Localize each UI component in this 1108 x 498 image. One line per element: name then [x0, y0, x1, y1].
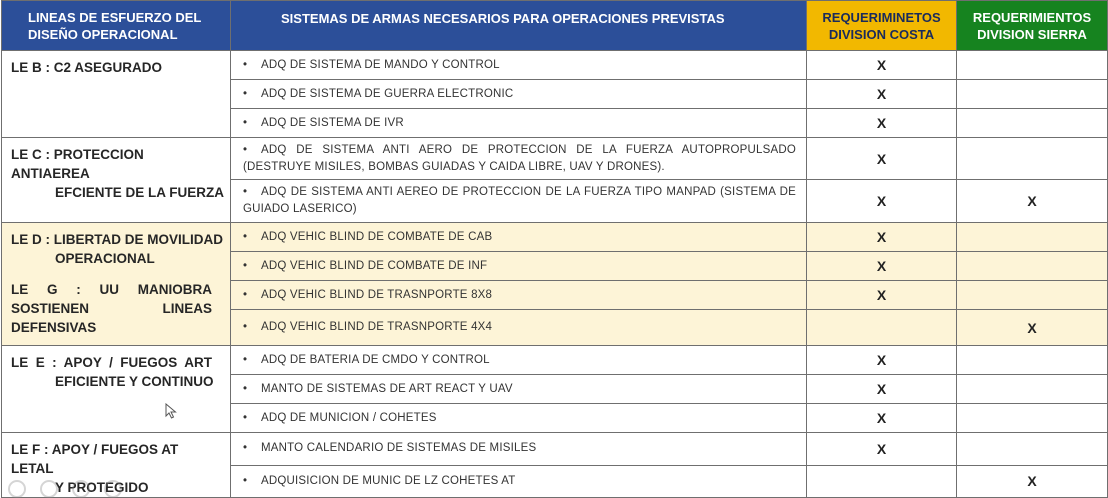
costa-mark: X	[807, 404, 957, 433]
system-cell: • MANTO DE SISTEMAS DE ART REACT Y UAV	[231, 375, 807, 404]
system-cell: • ADQ DE BATERIA DE CMDO Y CONTROL	[231, 346, 807, 375]
zoom-icon[interactable]	[40, 480, 58, 498]
sierra-mark	[957, 281, 1108, 310]
sierra-mark	[957, 223, 1108, 252]
costa-mark: X	[807, 375, 957, 404]
play-icon[interactable]	[8, 480, 26, 498]
table-row	[2, 223, 1108, 252]
sierra-mark: X	[957, 310, 1108, 346]
system-cell: • ADQ DE SISTEMA DE MANDO Y CONTROL	[231, 51, 807, 80]
system-cell: • ADQ VEHIC BLIND DE TRASNPORTE 4X4	[231, 310, 807, 346]
costa-mark: X	[807, 138, 957, 180]
system-cell: • ADQUISICION DE MUNIC DE LZ COHETES AT	[231, 465, 807, 498]
sierra-mark	[957, 109, 1108, 138]
header-lineas: LINEAS DE ESFUERZO DEL DISEÑO OPERACIONAL	[2, 1, 231, 51]
system-cell: • ADQ DE MUNICION / COHETES	[231, 404, 807, 433]
more-icon[interactable]	[104, 480, 122, 498]
system-cell: • ADQ VEHIC BLIND DE COMBATE DE INF	[231, 252, 807, 281]
sierra-mark: X	[957, 180, 1108, 223]
header-sierra: REQUERIMIENTOS DIVISION SIERRA	[957, 1, 1108, 51]
costa-mark: X	[807, 433, 957, 466]
sierra-mark	[957, 346, 1108, 375]
search-icon[interactable]	[72, 480, 90, 498]
sierra-mark	[957, 80, 1108, 109]
video-controls-strip	[0, 480, 168, 497]
costa-mark: X	[807, 223, 957, 252]
system-cell: • ADQ DE SISTEMA DE IVR	[231, 109, 807, 138]
costa-mark: X	[807, 252, 957, 281]
sierra-mark	[957, 433, 1108, 466]
sierra-mark: X	[957, 465, 1108, 498]
line-effort-e: LE E : APOY / FUEGOS ART EFICIENTE Y CONTINUO	[2, 346, 231, 433]
header-sistemas: SISTEMAS DE ARMAS NECESARIOS PARA OPERACIONES PREVISTAS	[231, 1, 807, 51]
line-effort-d-g: LE D : LIBERTAD DE MOVILIDAD OPERACIONAL LE G : UU MANIOBRA SOSTIENEN LINEAS DEFENSIVAS	[2, 223, 231, 346]
line-effort-c: LE C : PROTECCION ANTIAEREA EFCIENTE DE LA FUERZA	[2, 138, 231, 223]
system-cell: • ADQ DE SISTEMA ANTI AERO DE PROTECCION DE LA FUERZA AUTOPROPULSADO (DESTRUYE MISILES, BOMBAS GUIADAS Y CAIDA LIBRE, UAV Y DRONES).	[231, 138, 807, 180]
header-row	[2, 1, 1108, 51]
sierra-mark	[957, 404, 1108, 433]
costa-mark: X	[807, 51, 957, 80]
header-costa: REQUERIMINETOS DIVISION COSTA	[807, 1, 957, 51]
table-row	[2, 138, 1108, 180]
line-effort-f: LE F : APOY / FUEGOS AT LETAL Y PROTEGIDO	[2, 433, 231, 498]
system-cell: • MANTO CALENDARIO DE SISTEMAS DE MISILES	[231, 433, 807, 466]
sierra-mark	[957, 138, 1108, 180]
sierra-mark	[957, 51, 1108, 80]
system-cell: • ADQ DE SISTEMA DE GUERRA ELECTRONIC	[231, 80, 807, 109]
table-row	[2, 51, 1108, 80]
costa-mark: X	[807, 109, 957, 138]
costa-mark	[807, 465, 957, 498]
system-cell: • ADQ DE SISTEMA ANTI AEREO DE PROTECCION DE LA FUERZA TIPO MANPAD (SISTEMA DE GUIADO LASERICO)	[231, 180, 807, 223]
weapons-requirements-table	[1, 0, 1108, 498]
costa-mark	[807, 310, 957, 346]
mouse-cursor-icon	[165, 403, 177, 419]
costa-mark: X	[807, 180, 957, 223]
sierra-mark	[957, 252, 1108, 281]
table-row	[2, 433, 1108, 466]
costa-mark: X	[807, 80, 957, 109]
costa-mark: X	[807, 346, 957, 375]
line-effort-b: LE B : C2 ASEGURADO	[2, 51, 231, 138]
system-cell: • ADQ VEHIC BLIND DE TRASNPORTE 8X8	[231, 281, 807, 310]
costa-mark: X	[807, 281, 957, 310]
sierra-mark	[957, 375, 1108, 404]
system-cell: • ADQ VEHIC BLIND DE COMBATE DE CAB	[231, 223, 807, 252]
table-row	[2, 346, 1108, 375]
